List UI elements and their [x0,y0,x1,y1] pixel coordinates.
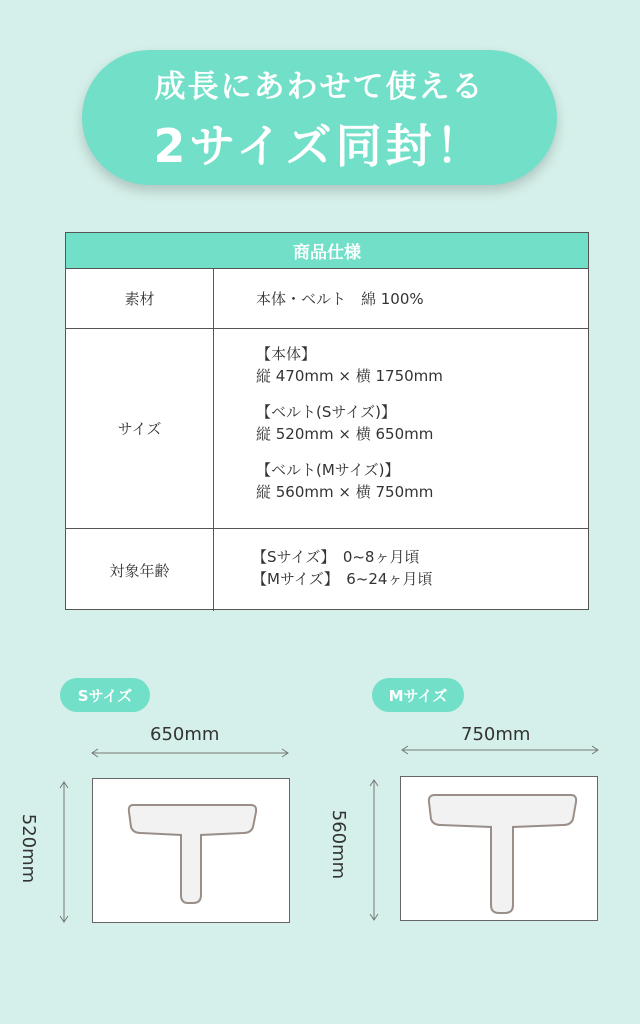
m-height-label: 560mm [328,809,350,880]
m-width-arrow [400,745,600,755]
s-belt-shape [93,779,291,924]
s-size-tag: Sサイズ [60,678,150,712]
spec-row-age [66,529,588,611]
headline-line1: 成長にあわせて使える [154,69,485,105]
spec-value-material: 本体・ベルト 綿 100% [256,290,424,308]
s-width-arrow [90,748,290,758]
age-line-m: 【Mサイズ】 6~24ヶ月頃 [252,570,433,588]
m-height-arrow [368,778,380,922]
spec-label-size: サイズ [66,329,214,528]
spec-row-material [66,269,588,329]
spec-label-age: 対象年齢 [66,529,214,611]
age-line-s: 【Sサイズ】 0~8ヶ月頃 [252,548,420,566]
headline-banner [82,50,557,185]
spec-table-title: 商品仕様 [66,233,588,269]
headline-line2: 2サイズ同封！ [153,119,486,173]
spec-value-size [256,343,443,503]
size-block-dims: 縦 470mm × 横 1750mm [256,367,443,385]
size-block-dims: 縦 520mm × 横 650mm [256,425,434,443]
s-height-label: 520mm [18,813,40,884]
size-block-heading: 【ベルト(Sサイズ)】 [256,403,397,421]
size-block-dims: 縦 560mm × 横 750mm [256,483,434,501]
m-belt-photo [400,776,598,921]
size-block-heading: 【ベルト(Mサイズ)】 [256,461,400,479]
s-belt-photo [92,778,290,923]
s-width-label: 650mm [150,724,220,745]
spec-label-material: 素材 [66,269,214,328]
spec-table [65,232,589,610]
s-height-arrow [58,780,70,924]
spec-row-size [66,329,588,529]
spec-value-age [252,546,432,590]
size-block-heading: 【本体】 [256,345,317,363]
m-width-label: 750mm [461,724,531,745]
m-belt-shape [401,777,599,922]
m-size-tag: Mサイズ [372,678,464,712]
